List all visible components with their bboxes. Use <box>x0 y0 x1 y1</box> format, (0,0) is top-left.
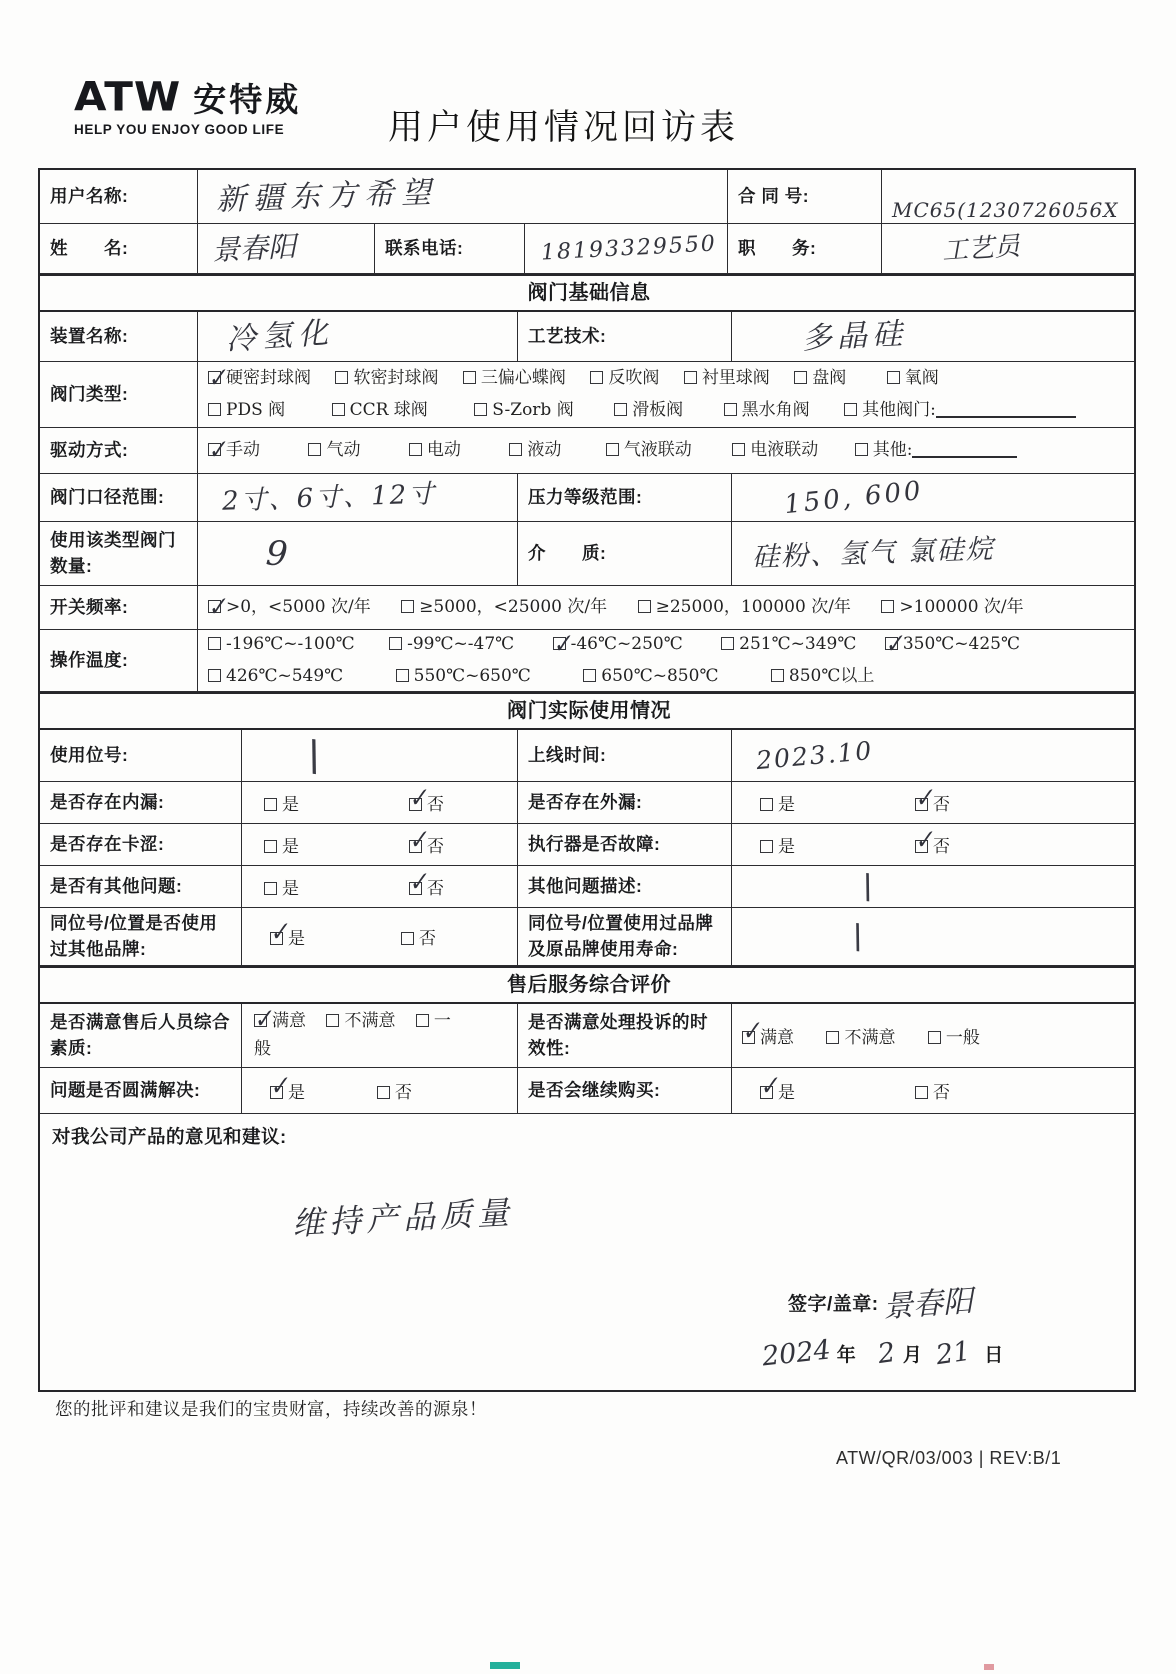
actuator-fault-label: 执行器是否故障: <box>528 833 661 854</box>
phone-value: 18193329550 <box>540 230 718 266</box>
tag-no-value: \ <box>304 729 324 781</box>
process-tech-value: 多晶硅 <box>801 315 908 357</box>
checkbox-option: 850℃以上 <box>771 668 874 685</box>
no-option: ✓ 否 <box>915 832 950 857</box>
checkbox[interactable] <box>396 669 409 682</box>
no-option: ✓ 否 <box>409 790 444 815</box>
timeliness-label: 是否满意处理投诉的时效性: <box>528 1012 708 1058</box>
timeliness-options <box>742 1023 980 1048</box>
checkbox-option: >100000 次/年 <box>881 599 1023 616</box>
checkbox[interactable] <box>855 443 868 456</box>
job-label: 职 务: <box>738 237 817 258</box>
other-problem-label: 是否有其他问题: <box>50 875 183 896</box>
medium-value: 硅粉、氢气 氯硅烷 <box>751 533 996 574</box>
checkbox-option: 液动 <box>509 442 561 459</box>
phone-label: 联系电话: <box>385 237 464 258</box>
logo-tagline: HELP YOU ENJOY GOOD LIFE <box>74 121 285 137</box>
checkbox-option: CCR 球阀 <box>332 402 428 419</box>
checkbox[interactable] <box>208 403 221 416</box>
checkbox-option: 一般 <box>254 1011 451 1059</box>
other-desc-label: 其他问题描述: <box>528 875 643 896</box>
checkbox-option: 黑水角阀 <box>724 402 810 419</box>
checkbox-option: 滑板阀 <box>614 402 683 419</box>
checkbox[interactable] <box>208 637 221 650</box>
checkbox[interactable] <box>264 882 277 895</box>
online-time-label: 上线时间: <box>528 744 607 765</box>
checkbox-option: 一般 <box>928 1030 980 1047</box>
checkbox[interactable] <box>881 600 894 613</box>
date-month-label: 月 <box>902 1345 922 1366</box>
signature-line <box>788 1283 974 1326</box>
form-title: 用户使用情况回访表 <box>388 108 740 148</box>
checkbox[interactable] <box>377 1086 390 1099</box>
checkbox-option: PDS 阀 <box>208 402 285 419</box>
pressure-range-value: 150, 600 <box>782 475 925 520</box>
date-day-value: 21 <box>933 1335 973 1372</box>
yes-option: ✓ 是 <box>760 1078 795 1103</box>
valve-type-label: 阀门类型: <box>50 383 129 404</box>
no-option: ✓ 否 <box>915 790 950 815</box>
device-label: 装置名称: <box>50 325 129 346</box>
logo-text: ATW <box>74 73 182 120</box>
checkbox[interactable] <box>826 1031 839 1044</box>
checkbox[interactable] <box>409 798 422 811</box>
checkbox[interactable] <box>724 403 737 416</box>
row-size-pressure <box>40 474 1134 522</box>
checkbox[interactable] <box>553 637 566 650</box>
pressure-range-label: 压力等级范围: <box>528 486 643 507</box>
checkbox[interactable] <box>401 600 414 613</box>
checkbox[interactable] <box>208 600 221 613</box>
checkbox-option: ≥25000，100000 次/年 <box>638 599 851 616</box>
stuck-label: 是否存在卡涩: <box>50 833 165 854</box>
row-stuck-actuator <box>40 824 1134 866</box>
yes-option: 是 <box>264 874 299 899</box>
checkbox[interactable] <box>771 669 784 682</box>
checkbox[interactable] <box>332 403 345 416</box>
name-value: 景春阳 <box>211 229 297 267</box>
checkbox-option: 电动 <box>409 442 461 459</box>
no-option: 否 <box>915 1078 950 1103</box>
checkbox[interactable] <box>264 840 277 853</box>
section-basic-title: 阀门基础信息 <box>527 281 651 304</box>
section-after-sales <box>40 966 1134 1004</box>
quantity-label: 使用该类型阀门数量: <box>50 530 176 576</box>
checkbox[interactable] <box>915 1086 928 1099</box>
medium-label: 介 质: <box>528 542 607 563</box>
row-drive-mode <box>40 428 1134 474</box>
checkbox-option: -99℃~-47℃ <box>389 636 514 653</box>
checkbox[interactable] <box>409 443 422 456</box>
row-leak <box>40 782 1134 824</box>
row-other-brand <box>40 908 1134 966</box>
company-logo <box>74 73 302 137</box>
date-month-value: 2 <box>875 1336 897 1371</box>
date-year-label: 年 <box>836 1345 856 1366</box>
checkbox[interactable] <box>409 882 422 895</box>
checkbox-option: S-Zorb 阀 <box>474 402 573 419</box>
section-actual-usage <box>40 692 1134 730</box>
checkbox-option: 电液联动 <box>732 442 818 459</box>
yes-option: 是 <box>760 832 795 857</box>
footer-note: 您的批评和建议是我们的宝贵财富，持续改善的源泉！ <box>55 1400 487 1420</box>
checkbox[interactable] <box>254 1014 267 1027</box>
row-comments <box>40 1114 1134 1390</box>
checkbox[interactable] <box>885 637 898 650</box>
checkbox-option: 氧阀 <box>887 370 939 387</box>
checkbox-option: 650℃~850℃ <box>583 668 718 685</box>
online-time-value: 2023.10 <box>754 735 875 776</box>
checkbox-option: 其他阀门: <box>844 402 936 419</box>
checkbox-option: 三偏心蝶阀 <box>463 370 566 387</box>
checkbox[interactable] <box>409 840 422 853</box>
contract-no-label: 合 同 号: <box>738 185 810 206</box>
checkbox-option: 550℃~650℃ <box>396 668 531 685</box>
brand-life-label: 同位号/位置使用过品牌及原品牌使用寿命: <box>528 913 714 959</box>
checkbox[interactable] <box>928 1031 941 1044</box>
user-name-label: 用户名称: <box>50 185 129 206</box>
drive-mode-options <box>208 435 1017 467</box>
staff-quality-label: 是否满意售后人员综合素质: <box>50 1012 230 1058</box>
contract-no-value: MC65(1230726056X <box>892 198 1119 222</box>
row-satisfaction <box>40 1004 1134 1068</box>
checkbox[interactable] <box>732 443 745 456</box>
checkbox-option: ✓满意 <box>254 1013 306 1030</box>
checkbox[interactable] <box>638 600 651 613</box>
checkbox-option: ✓ -46℃~250℃ <box>553 636 683 653</box>
logo-chinese-name: 安特威 <box>193 80 302 118</box>
checkbox[interactable] <box>760 840 773 853</box>
signature-label: 签字/盖章: <box>788 1294 879 1316</box>
temperature-options-line2 <box>208 661 1128 693</box>
signature-date <box>760 1334 1004 1373</box>
valve-type-options-line1 <box>208 363 1128 395</box>
checkbox[interactable] <box>326 1014 339 1027</box>
section-usage-title: 阀门实际使用情况 <box>507 699 671 722</box>
checkbox[interactable] <box>335 371 348 384</box>
row-contact <box>40 224 1134 274</box>
checkbox[interactable] <box>416 1014 429 1027</box>
checkbox-option: 251℃~349℃ <box>721 636 856 653</box>
process-tech-label: 工艺技术: <box>528 325 607 346</box>
device-value: 冷氢化 <box>224 314 336 358</box>
checkbox-option: ✓ >0，<5000 次/年 <box>208 599 371 616</box>
checkbox-option: 反吹阀 <box>590 370 659 387</box>
comments-handwriting: 维持产品质量 <box>291 1193 515 1243</box>
checkbox[interactable] <box>794 371 807 384</box>
checkbox[interactable] <box>760 1086 773 1099</box>
checkbox-option: 不满意 <box>326 1013 395 1030</box>
checkbox-option: 盘阀 <box>794 370 846 387</box>
inner-leak-label: 是否存在内漏: <box>50 791 165 812</box>
quantity-value: 9 <box>264 532 290 575</box>
checkbox[interactable] <box>208 443 221 456</box>
checkbox-option: -196℃~-100℃ <box>208 636 355 653</box>
checkbox[interactable] <box>270 932 283 945</box>
checkbox-option: ✓硬密封球阀 <box>208 370 311 387</box>
checkbox-option: 其他: <box>855 442 913 459</box>
user-name-value: 新疆东方希望 <box>215 174 439 218</box>
checkbox-option: ✓ 满意 <box>742 1030 794 1047</box>
checkbox-option: ✓ 350℃~425℃ <box>885 636 1020 653</box>
checkbox[interactable] <box>463 371 476 384</box>
checkbox[interactable] <box>887 371 900 384</box>
valve-type-options-line2 <box>208 395 1128 427</box>
checkbox[interactable] <box>583 669 596 682</box>
checkbox[interactable] <box>915 798 928 811</box>
checkbox[interactable] <box>721 637 734 650</box>
name-label: 姓 名: <box>50 237 129 258</box>
checkbox-option: ≥5000，<25000 次/年 <box>401 599 607 616</box>
drive-mode-label: 驱动方式: <box>50 439 129 460</box>
comments-label: 对我公司产品的意见和建议: <box>52 1126 287 1147</box>
checkbox[interactable] <box>915 840 928 853</box>
yes-option: 是 <box>264 790 299 815</box>
section-service-title: 售后服务综合评价 <box>507 973 671 996</box>
row-user-name <box>40 170 1134 224</box>
row-other-problems <box>40 866 1134 908</box>
checkbox[interactable] <box>844 403 857 416</box>
job-value: 工艺员 <box>941 230 1021 267</box>
checkbox-option: 426℃~549℃ <box>208 668 343 685</box>
date-year-value: 2024 <box>760 1334 833 1373</box>
checkbox[interactable] <box>208 669 221 682</box>
checkbox[interactable] <box>308 443 321 456</box>
row-quantity-medium <box>40 522 1134 586</box>
date-day-label: 日 <box>984 1345 1004 1366</box>
checkbox[interactable] <box>509 443 522 456</box>
no-option: ✓ 否 <box>409 874 444 899</box>
row-solved-rebuy <box>40 1068 1134 1114</box>
checkbox-option: ✓ 手动 <box>208 442 260 459</box>
yes-option: 是 <box>264 832 299 857</box>
fill-in-blank <box>912 443 1017 458</box>
size-range-value: 2寸、6寸、12寸 <box>221 478 437 517</box>
scan-artifact <box>490 1662 520 1669</box>
form-table <box>38 168 1136 1392</box>
checkbox-option: 软密封球阀 <box>335 370 438 387</box>
checkbox-option: 衬里球阀 <box>684 370 770 387</box>
frequency-options <box>208 592 1024 624</box>
signature-name: 景春阳 <box>881 1283 974 1326</box>
checkbox[interactable] <box>389 637 402 650</box>
yes-option: ✓ 是 <box>270 924 305 949</box>
checkbox[interactable] <box>474 403 487 416</box>
checkbox[interactable] <box>208 371 221 384</box>
checkbox-option: 气液联动 <box>606 442 692 459</box>
yes-option: 是 <box>760 790 795 815</box>
checkbox-option: 气动 <box>308 442 360 459</box>
no-option: 否 <box>377 1078 412 1103</box>
rebuy-label: 是否会继续购买: <box>528 1079 661 1100</box>
checkbox[interactable] <box>590 371 603 384</box>
other-desc-value: \ <box>859 866 876 907</box>
fill-in-blank <box>936 403 1076 418</box>
row-frequency <box>40 586 1134 630</box>
yes-option: ✓ 是 <box>270 1078 305 1103</box>
checkbox[interactable] <box>270 1086 283 1099</box>
no-option: ✓ 否 <box>409 832 444 857</box>
checkbox[interactable] <box>614 403 627 416</box>
outer-leak-label: 是否存在外漏: <box>528 791 643 812</box>
scan-artifact <box>984 1664 994 1670</box>
checkbox[interactable] <box>606 443 619 456</box>
temperature-options-line1 <box>208 629 1128 661</box>
checkbox[interactable] <box>401 932 414 945</box>
row-tag-online <box>40 730 1134 782</box>
solved-label: 问题是否圆满解决: <box>50 1079 201 1100</box>
checkbox-option: 不满意 <box>826 1030 895 1047</box>
tag-no-label: 使用位号: <box>50 744 129 765</box>
document-code: ATW/QR/03/003 | REV:B/1 <box>836 1448 1062 1468</box>
brand-life-value: \ <box>849 916 866 957</box>
section-basic-info <box>40 274 1134 312</box>
temperature-label: 操作温度: <box>50 649 129 670</box>
checkbox[interactable] <box>264 798 277 811</box>
row-device <box>40 312 1134 362</box>
staff-quality-options <box>254 1008 460 1062</box>
row-valve-type <box>40 362 1134 428</box>
other-brand-label: 同位号/位置是否使用过其他品牌: <box>50 913 218 959</box>
checkbox[interactable] <box>760 798 773 811</box>
size-range-label: 阀门口径范围: <box>50 486 165 507</box>
row-temperature <box>40 630 1134 692</box>
checkbox[interactable] <box>742 1031 755 1044</box>
frequency-label: 开关频率: <box>50 596 129 617</box>
checkbox[interactable] <box>684 371 697 384</box>
no-option: 否 <box>401 924 436 949</box>
